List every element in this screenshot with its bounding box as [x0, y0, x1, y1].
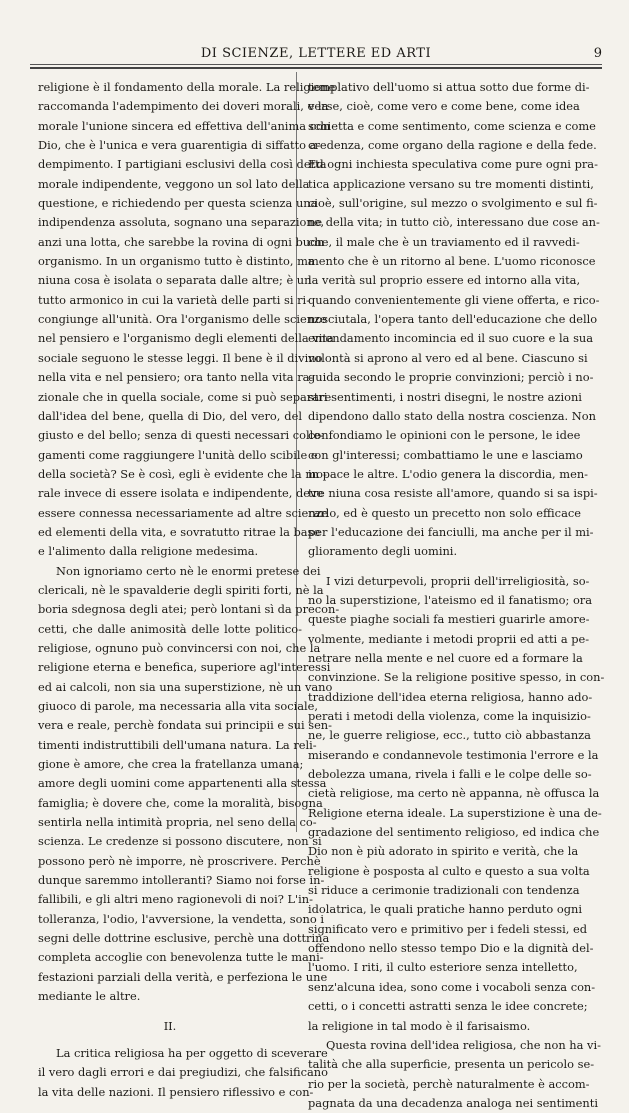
header-rule-thin	[30, 64, 602, 65]
text-line: vera e reale, perchè fondata sui principii e sui sen-	[38, 718, 332, 733]
text-line: amore degli uomini come appartenenti alla stessa	[38, 776, 327, 791]
text-line: l'uomo. I riti, il culto esteriore senza intelletto,	[308, 960, 578, 975]
text-line: organismo. In un organismo tutto è distinto, ma	[38, 254, 315, 269]
text-line: Dio, che è l'unica e vera guarentigia di siffatto a-	[38, 138, 321, 153]
text-line: ed ai calcoli, non sia una superstizione, nè un vano	[38, 679, 333, 694]
text-line: timenti indistruttibili dell'umana natura. La reli-	[38, 737, 317, 752]
text-line: la religione in tal modo è il farisaismo.	[308, 1018, 531, 1033]
text-line: nella vita e nel pensiero; ora tanto nella vita ra-	[38, 370, 314, 385]
text-line: congiunge all'unità. Ora l'organismo delle scienze	[38, 312, 327, 327]
text-line: la verità sul proprio essere ed intorno alla vita,	[308, 273, 581, 288]
text-line: segni delle dottrine esclusive, perchè una dottrina	[38, 931, 330, 946]
text-line: verse, cioè, come vero e come bene, come idea	[308, 99, 580, 114]
text-line: in pace le altre. L'odio genera la discordia, men-	[308, 466, 589, 481]
text-line: cietà religiose, ma certo nè appanna, nè offusca la	[308, 786, 600, 801]
page-number: 9	[593, 46, 602, 61]
text-line: anzi una lotta, che sarebbe la rovina di ogni buon	[38, 234, 325, 249]
text-line: nel pensiero e l'organismo degli elementi della vita	[38, 331, 334, 346]
text-line: religione eterna e benefica, superiore agl'interessi	[38, 660, 331, 675]
text-line: stri sentimenti, i nostri disegni, le nostre azioni	[308, 389, 582, 404]
text-line: rale invece di essere isolata e indipendente, deve	[38, 486, 324, 501]
text-line: questione, e richiedendo per questa scienza una	[38, 196, 318, 211]
text-line: niuna cosa è isolata o separata dalle altre; è un	[38, 273, 312, 288]
running-header	[30, 44, 602, 62]
text-line: convinzione. Se la religione positive spesso, in con-	[308, 670, 605, 685]
text-line: clericali, nè le spavalderie degli spiriti forti, nè la	[38, 582, 324, 597]
text-line: volontà si aprono al vero ed al bene. Ciascuno si	[308, 350, 588, 365]
text-line: glioramento degli uomini.	[308, 544, 458, 559]
text-line: completa accoglie con benevolenza tutte le mani-	[38, 950, 324, 965]
text-line: idolatrica, le quali pratiche hanno perduto ogni	[308, 902, 583, 917]
text-line: gione è amore, che crea la fratellanza umana;	[38, 757, 304, 772]
text-line: I vizi deturpevoli, proprii dell'irreligiosità, so-	[326, 573, 590, 588]
text-line: gradazione del sentimento religioso, ed indica che	[308, 825, 600, 840]
text-line: morale l'unione sincera ed effettiva dell'anima con	[38, 118, 331, 133]
text-line: boria sdegnosa degli atei; però lontani sì da precon-	[38, 602, 340, 617]
text-line: gamenti come raggiungere l'unità dello scibile e	[38, 447, 318, 462]
text-line: Dio non è più adorato in spirito e verità, che la	[308, 844, 579, 859]
text-line: miserando e condannevole testimonia l'errore e la	[308, 747, 599, 762]
right-column	[308, 78, 605, 1113]
text-line: talità che alla superficie, presenta un pericolo se-	[308, 1057, 595, 1072]
text-line: offendono nello stesso tempo Dio e la dignità del-	[308, 941, 594, 956]
text-line: pagnata da una decadenza analoga nei sentimenti	[308, 1095, 598, 1110]
text-line: raccomanda l'adempimento dei doveri morali, e la	[38, 99, 329, 114]
text-line: netrare nella mente e nel cuore ed a formare la	[308, 650, 583, 665]
text-line: scienza. Le credenze si possono discutere, non si	[38, 834, 322, 849]
text-line: mediante le altre.	[38, 989, 141, 1004]
text-line: cetti, che dalle animosità delle lotte politico-	[38, 621, 302, 636]
text-line: zionale che in quella sociale, come si può separare	[38, 389, 332, 404]
text-line: ne, le guerre religiose, ecc., tutto ciò abbastanza	[308, 728, 591, 743]
text-line: dipendono dallo stato della nostra coscienza. Non	[308, 408, 596, 423]
section-heading: II.	[163, 1018, 177, 1033]
text-line: credenza, come organo della ragione e della fede.	[308, 138, 597, 153]
text-line: Religione eterna ideale. La superstizione è una de-	[308, 805, 602, 820]
text-line: cioè, sull'origine, sul mezzo o svolgimento e sul fi-	[308, 196, 598, 211]
text-line: si riduce a cerimonie tradizionali con tendenza	[308, 883, 580, 898]
text-line: traddizione dell'idea eterna religiosa, hanno ado-	[308, 689, 593, 704]
text-line: schietta e come sentimento, come scienza e come	[308, 118, 596, 133]
text-line: dall'idea del bene, quella di Dio, del vero, del	[38, 408, 302, 423]
text-line: che, il male che è un traviamento ed il ravvedi-	[308, 234, 580, 249]
text-line: possono però nè imporre, nè proscrivere. Perchè	[38, 853, 321, 868]
text-line: indipendenza assoluta, sognano una separazione,	[38, 215, 325, 230]
text-line: perati i metodi della violenza, come la inquisizio-	[308, 709, 591, 723]
header-rule-thick	[30, 67, 602, 69]
text-line: sentirla nella intimità propria, nel seno della co-	[38, 815, 317, 830]
text-line: con gl'interessi; combattiamo le une e lasciamo	[308, 447, 583, 462]
text-line: rarlo, ed è questo un precetto non solo efficace	[308, 505, 581, 520]
text-line: giusto e del bello; senza di questi necessari colle-	[38, 428, 324, 443]
text-line: emendamento incomincia ed il suo cuore e la sua	[308, 331, 594, 346]
text-line: mento che è un ritorno al bene. L'uomo riconosce	[308, 254, 596, 269]
text-line: della società? Se è così, egli è evidente che la mo-	[38, 466, 327, 481]
text-line: significato vero e primitivo per i fedeli stessi, ed	[308, 921, 588, 936]
text-line: volmente, mediante i metodi proprii ed atti a pe-	[308, 631, 590, 646]
text-line: Ed ogni inchiesta speculativa come pure ogni pra-	[308, 157, 598, 172]
text-line: per l'educazione dei fanciulli, ma anche per il mi-	[308, 524, 594, 539]
text-line: e l'alimento dalla religione medesima.	[38, 544, 259, 559]
paragraph-gap	[308, 562, 572, 572]
text-line: religiose, ognuno può convincersi con noi, che la	[38, 640, 321, 655]
text-line: debolezza umana, rivela i falli e le colpe delle so-	[308, 767, 592, 782]
running-title: DI SCIENZE, LETTERE ED ARTI	[200, 46, 432, 61]
text-line: ne della vita; in tutto ciò, interessano due cose an-	[308, 215, 600, 230]
text-line: Non ignoriamo certo nè le enormi pretese dei	[56, 563, 321, 578]
text-line: dempimento. I partigiani esclusivi della così detta	[38, 157, 327, 172]
text-line: tolleranza, l'odio, l'avversione, la vendetta, sono i	[38, 911, 324, 926]
text-line: famiglia; è dovere che, come la moralità, bisogna	[38, 795, 323, 810]
text-line: tutto armonico in cui la varietà delle parti si ri-	[38, 292, 311, 307]
text-line: cetti, o i concetti astratti senza le idee concrete;	[308, 999, 588, 1014]
text-line: il vero dagli errori e dai pregiudizi, che falsificano	[38, 1065, 328, 1080]
text-line: sociale seguono le stesse leggi. Il bene è il divino	[38, 350, 323, 365]
text-line: la vita delle nazioni. Il pensiero riflessivo e con-	[38, 1084, 314, 1099]
text-line: nosciutala, l'opera tanto dell'educazione che dello	[308, 312, 598, 327]
text-line: no la superstizione, l'ateismo ed il fanatismo; ora	[308, 592, 593, 607]
text-line: religione è posposta al culto e questo a sua volta	[308, 863, 590, 878]
text-line: festazioni parziali della verità, e perfeziona le une	[38, 969, 328, 984]
text-line: fallibili, e gli altri meno ragionevoli di noi? L'in-	[38, 892, 313, 907]
text-line: confondiamo le opinioni con le persone, le idee	[308, 428, 581, 443]
text-line: ed elementi della vita, e sovratutto ritrae la base	[38, 524, 321, 539]
text-line: guida secondo le proprie convinzioni; perciò i no-	[308, 370, 594, 385]
text-line: rio per la società, perchè naturalmente è accom-	[308, 1076, 590, 1091]
text-line: tre niuna cosa resiste all'amore, quando si sa ispi-	[308, 486, 598, 501]
left-column	[38, 78, 340, 1102]
text-line: senz'alcuna idea, sono come i vocaboli senza con-	[308, 979, 596, 994]
text-line: morale indipendente, veggono un sol lato della	[38, 176, 310, 191]
text-line: queste piaghe sociali fa mestieri guarirle amore-	[308, 612, 590, 627]
text-line: Questa rovina dell'idea religiosa, che non ha vi-	[326, 1037, 601, 1052]
text-line: essere connessa necessariamente ad altre scienze	[38, 505, 329, 520]
text-line: giuoco di parole, ma necessaria alla vita sociale,	[38, 699, 319, 713]
text-line: La critica religiosa ha per oggetto di sceverare	[56, 1045, 328, 1060]
text-line: templativo dell'uomo si attua sotto due forme di-	[308, 80, 590, 94]
text-line: dunque saremmo intolleranti? Siamo noi forse in-	[38, 873, 325, 888]
text-line: religione è il fondamento della morale. La religione	[38, 80, 336, 94]
text-line: quando convenientemente gli viene offerta, e rico-	[308, 292, 600, 307]
text-line: tica applicazione versano su tre momenti distinti,	[308, 176, 594, 191]
